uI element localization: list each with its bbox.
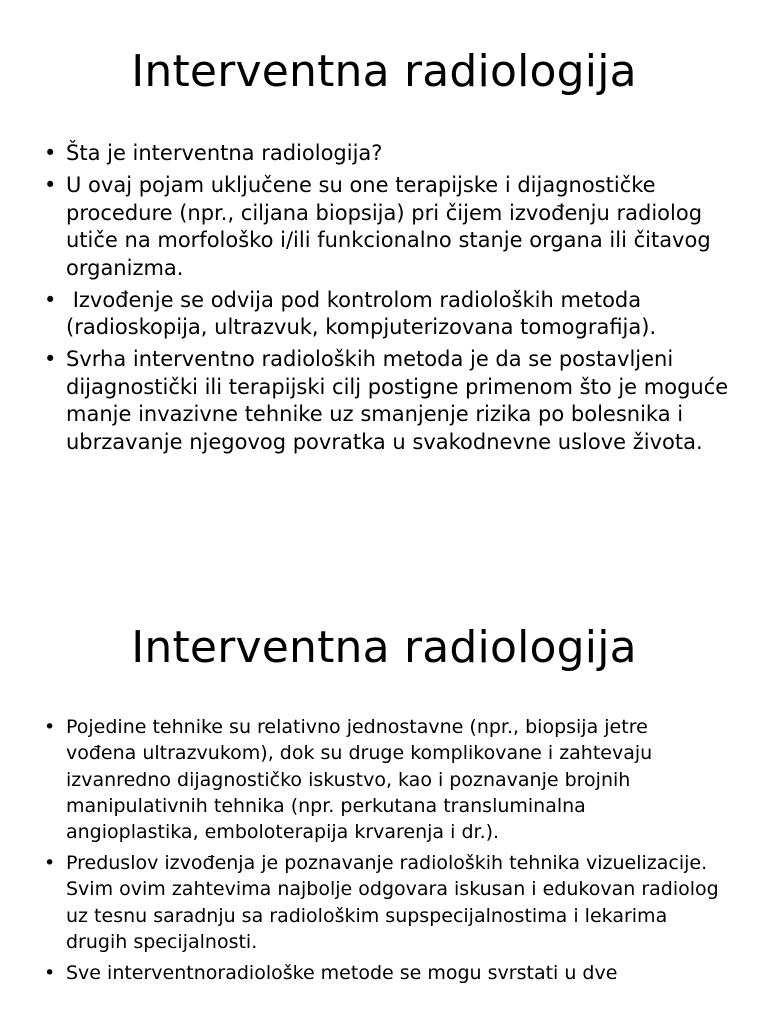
bullet-icon: • (44, 961, 56, 984)
bullet-icon: • (44, 851, 56, 874)
bullet-item (44, 346, 744, 456)
bullet-list (44, 140, 744, 461)
bullet-text: U ovaj pojam uključene su one terapijske i dijagnostičke procedure (npr., ciljana biopsija) pri čijem izvođenju radiolog utiče na morfološko i/ili funkcionalno stanje organa ili čitavog organizma. (66, 173, 711, 280)
bullet-text: Svrha interventno radioloških metoda je da se postavljeni dijagnostički ili terapijski cilj postigne primenom što je moguće manje invazivne tehnike uz smanjenje rizika po bolesnika i ubrzavanje njegovog povratka u svakodnevne uslove života. (66, 347, 729, 454)
bullet-list (44, 714, 724, 990)
bullet-item (44, 714, 724, 845)
bullet-text: Šta je interventna radiologija? (66, 141, 383, 165)
bullet-icon: • (44, 173, 57, 197)
bullet-icon: • (44, 347, 57, 371)
slide-title: Interventna radiologija (131, 622, 637, 673)
bullet-icon: • (44, 287, 57, 312)
slide-2 (0, 576, 768, 1036)
bullet-text: Pojedine tehnike su relativno jednostavne (npr., biopsija jetre vođena ultrazvukom), dok su druge komplikovane i zahtevaju izvanredno dijagnostičko iskustvo, kao i poznavanje brojnih manipulativnih tehnika (npr. perkutana transluminalna angioplastika, emboloterapija krvarenja i dr.). (66, 716, 653, 844)
bullet-item (44, 960, 724, 986)
bullet-item (44, 850, 724, 955)
slide-title: Interventna radiologija (131, 46, 637, 97)
bullet-text: Izvođenje se odvija pod kontrolom radioloških metoda (radioskopija, ultrazvuk, kompjuterizovana tomografija). (66, 287, 657, 339)
bullet-item (44, 172, 744, 282)
bullet-item (44, 287, 744, 342)
bullet-text: Sve interventnoradiološke metode se mogu svrstati u dve (66, 961, 618, 984)
bullet-item (44, 140, 744, 168)
bullet-icon: • (44, 716, 56, 738)
bullet-icon: • (44, 141, 57, 165)
bullet-text: Preduslov izvođenja je poznavanje radioloških tehnika vizuelizacije. Svim ovim zahtevima najbolje odgovara iskusan i edukovan radiolog uz tesnu saradnju sa radiološkim supspecijalnostima i lekarima drugih specijalnosti. (66, 851, 719, 953)
